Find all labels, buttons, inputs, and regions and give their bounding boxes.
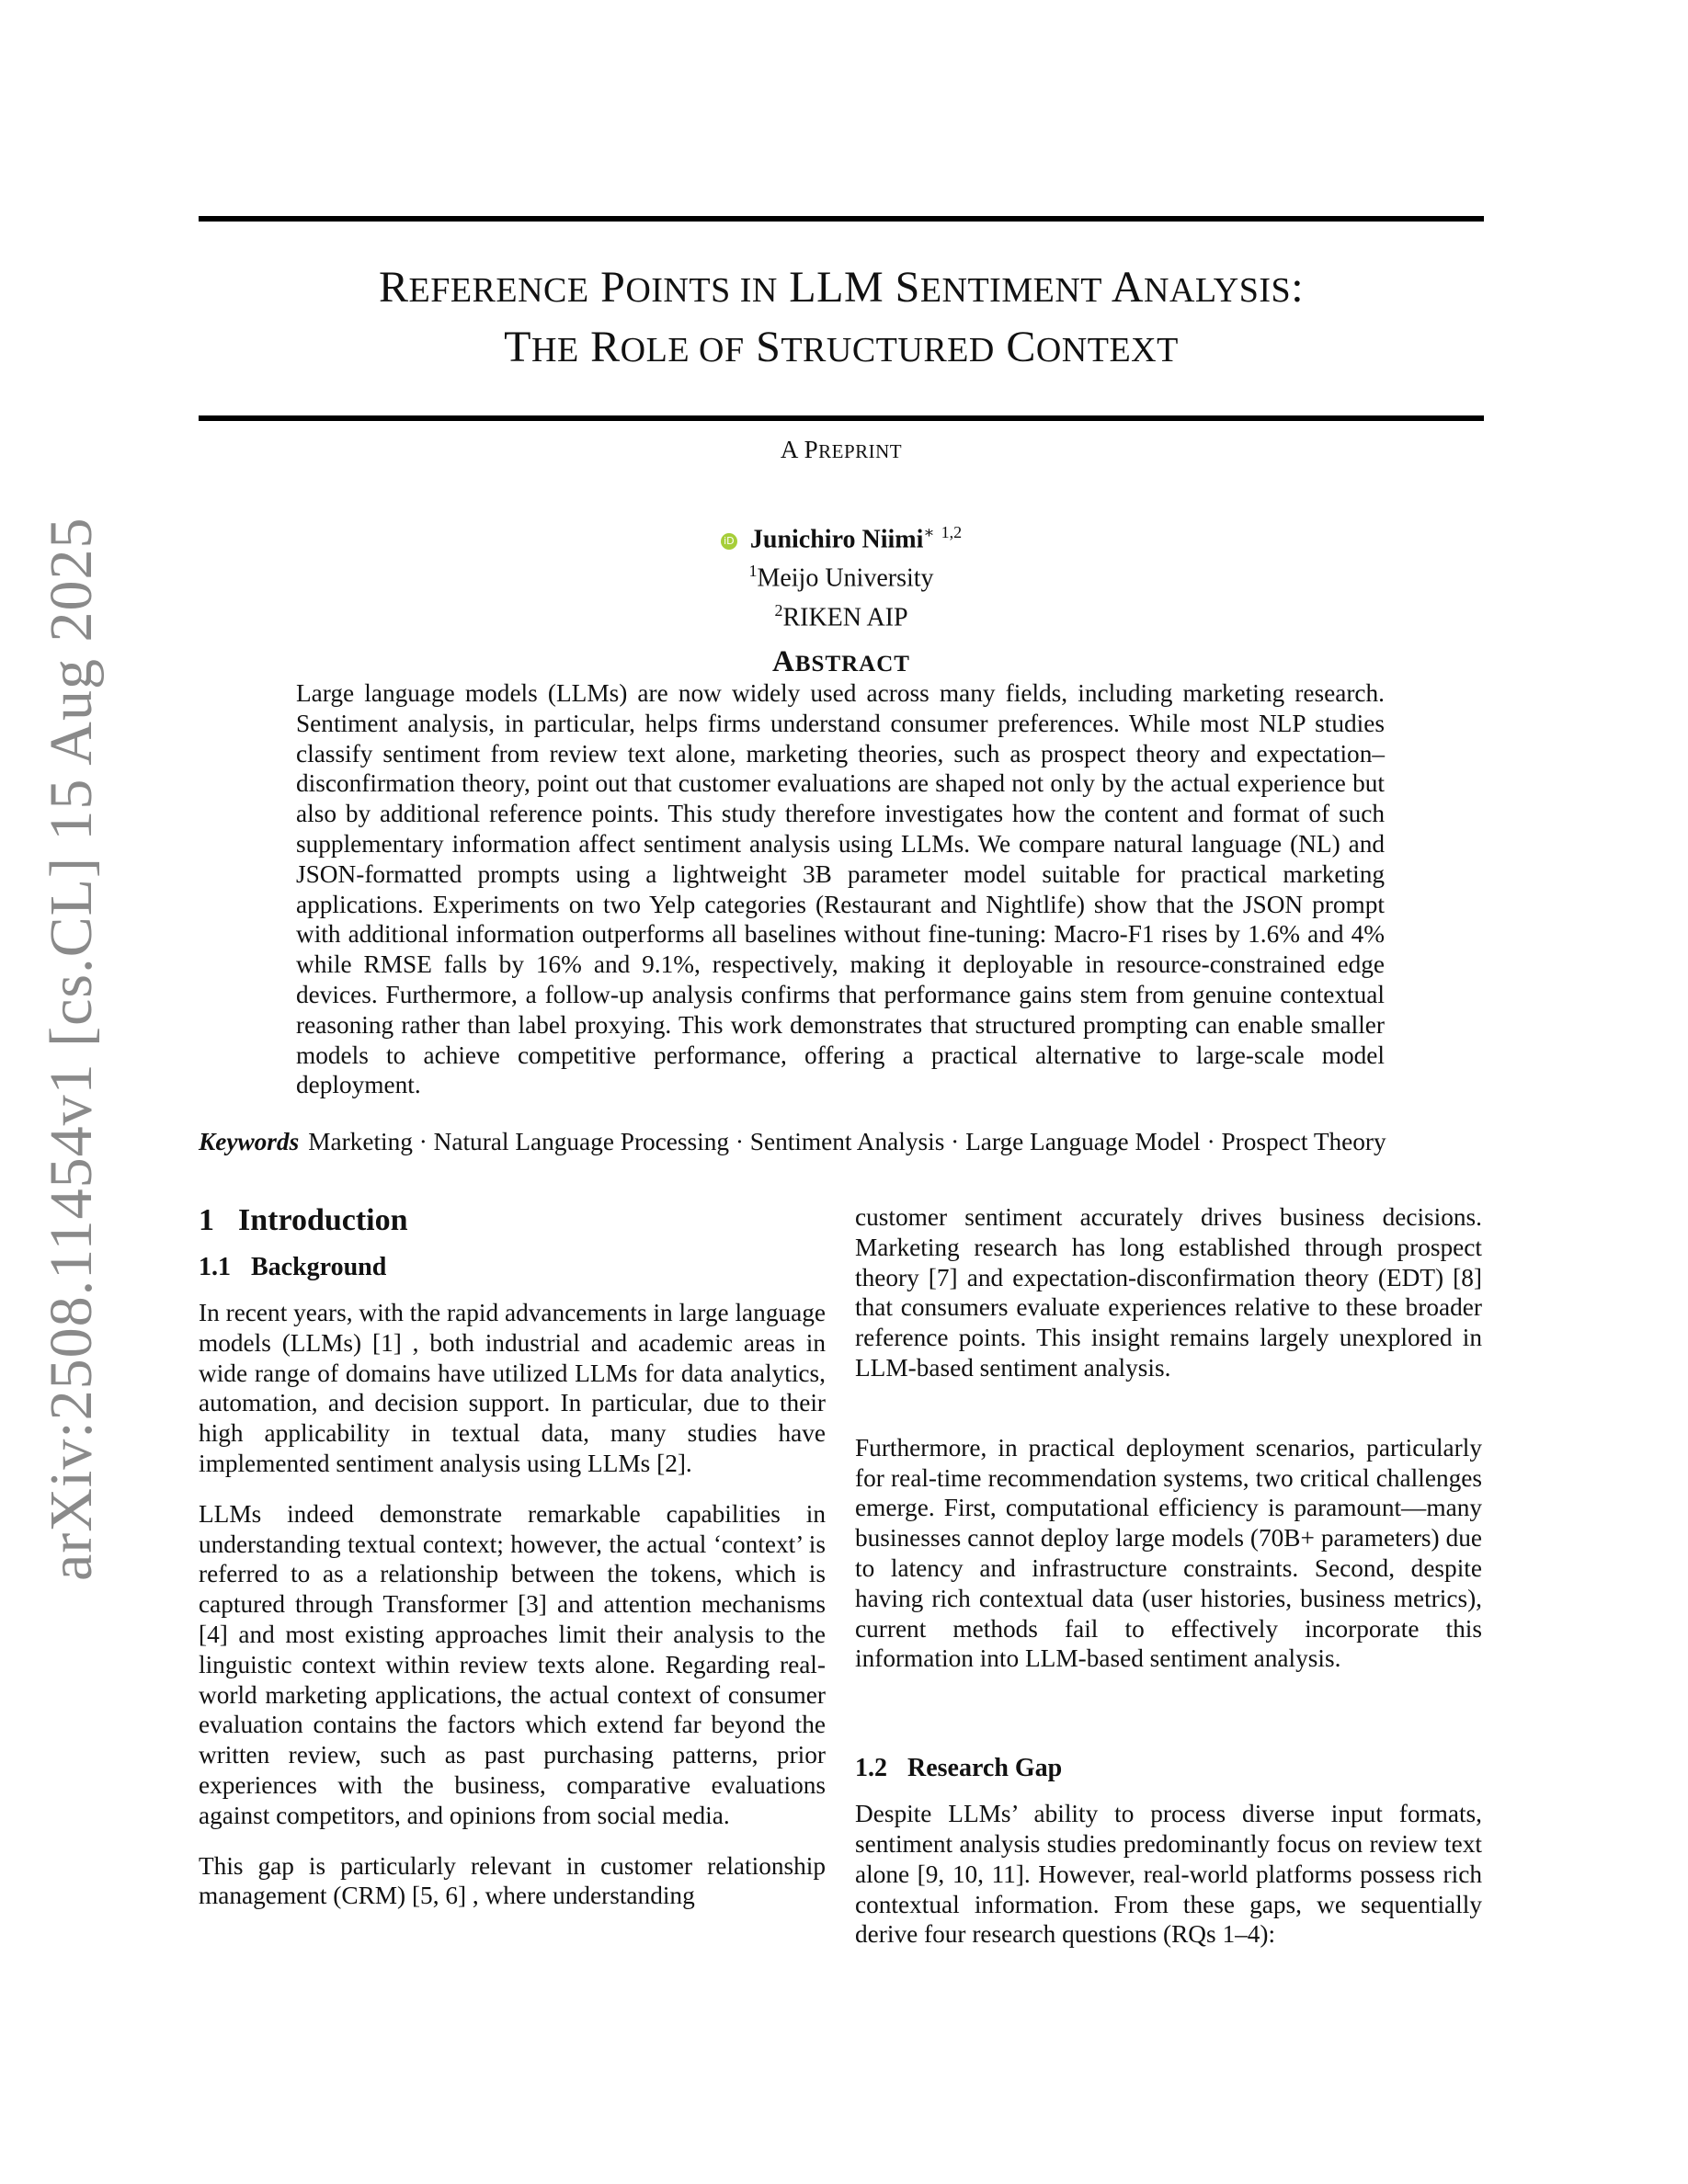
author-name: Junichiro Niimi xyxy=(749,525,924,554)
author-affil-sup: 1,2 xyxy=(941,523,963,541)
keywords xyxy=(199,1127,1484,1156)
paragraph: This gap is particularly relevant in customer relationship management (CRM) [5, 6] , where understanding xyxy=(199,1851,826,1910)
paragraph: customer sentiment accurately drives business decisions. Marketing research has long established through prospect theory [7] and expectation-disconfirmation theory (EDT) [8] that consumers evaluate experiences relative to these broader reference points. This insight remains largely unexplored in LLM-based sentiment analysis. xyxy=(855,1203,1482,1382)
preprint-label: A PREPRINT xyxy=(780,436,903,463)
column-left xyxy=(199,1202,826,1931)
abstract-heading: ABSTRACT xyxy=(772,645,910,678)
paragraph: In recent years, with the rapid advancements in large language models (LLMs) [1] , both industrial and academic areas in wide range of domains have utilized LLMs for data analytics, automation, and decision support. In particular, due to their high applicability in textual data, many studies have implemented sentiment analysis using LLMs [2]. xyxy=(199,1299,826,1477)
subsection-heading-background: 1.1 Background xyxy=(199,1253,387,1281)
paper-title xyxy=(199,259,1484,379)
arxiv-stamp: arXiv:2508.11454v1 [cs.CL] 15 Aug 2025 xyxy=(38,517,105,1581)
paragraph: Despite LLMs’ ability to process diverse input formats, sentiment analysis studies predominantly focus on review text alone [9, 10, 11]. However, real-world platforms possess rich contextual information. From these gaps, we sequentially derive four research questions (RQs 1–4): xyxy=(855,1800,1482,1949)
paragraph: Furthermore, in practical deployment scenarios, particularly for real-time recommendation systems, two critical challenges emerge. First, computational efficiency is paramount—many businesses cannot deploy large models (70B+ parameters) due to latency and infrastructure constraints. Second, despite having rich contextual data (user histories, business metrics), current methods fail to effectively incorporate this information into LLM-based sentiment analysis. xyxy=(855,1433,1482,1673)
title-rule-top xyxy=(199,216,1484,222)
affiliation-2: RIKEN AIP xyxy=(782,602,908,631)
title-line-2: THE ROLE OF STRUCTURED CONTEXT xyxy=(504,323,1179,371)
column-right xyxy=(855,1202,1482,1970)
affiliation-2-sup: 2 xyxy=(774,600,783,620)
author-marker: ∗ xyxy=(923,523,935,541)
author-block xyxy=(199,517,1484,633)
orcid-icon[interactable]: iD xyxy=(721,533,737,550)
subsection-heading-research-gap: 1.2 Research Gap xyxy=(855,1754,1063,1783)
title-line-1: REFERENCE POINTS IN LLM SENTIMENT ANALYSIS: xyxy=(378,263,1305,312)
affiliation-1: Meijo University xyxy=(757,563,934,593)
keywords-list: Marketing · Natural Language Processing · Sentiment Analysis · Large Language Model · Prospect Theory xyxy=(308,1128,1386,1155)
paragraph: LLMs indeed demonstrate remarkable capabilities in understanding textual context; however, the actual ‘context’ is referred to as a relationship between the tokens, which is captured through Transformer [3] and attention mechanisms [4] and most existing approaches limit their analysis to the linguistic context within review texts alone. Regarding real-world marketing applications, the actual context of consumer evaluation contains the factors which extend far beyond the written review, such as past purchasing patterns, prior experiences with the business, comparative evaluations against competitors, and opinions from social media. xyxy=(199,1499,826,1829)
keywords-label: Keywords xyxy=(199,1128,300,1155)
section-heading-introduction: 1 Introduction xyxy=(199,1203,408,1237)
title-rule-bottom xyxy=(199,415,1484,421)
abstract-text: Large language models (LLMs) are now widely used across many fields, including marketing research. Sentiment analysis, in particular, helps firms understand consumer preferences. While most NLP studies classify sentiment from review text alone, marketing theories, such as prospect theory and expectation–disconfirmation theory, point out that customer evaluations are shaped not only by the actual experience but also by additional reference points. This study therefore investigates how the content and format of such supplementary information affect sentiment analysis using LLMs. We compare natural language (NL) and JSON-formatted prompts using a lightweight 3B parameter model suitable for practical marketing applications. Experiments on two Yelp categories (Restaurant and Nightlife) show that the JSON prompt with additional information outperforms all baselines without fine-tuning: Macro-F1 rises by 1.6% and 4% while RMSE falls by 16% and 9.1%, respectively, making it deployable in resource-constrained edge devices. Furthermore, a follow-up analysis confirms that performance gains stem from genuine contextual reasoning rather than label proxying. This work demonstrates that structured prompting can enable smaller models to achieve competitive performance, offering a practical alternative to large-scale model deployment. xyxy=(296,679,1385,1099)
affiliation-1-sup: 1 xyxy=(748,562,758,581)
